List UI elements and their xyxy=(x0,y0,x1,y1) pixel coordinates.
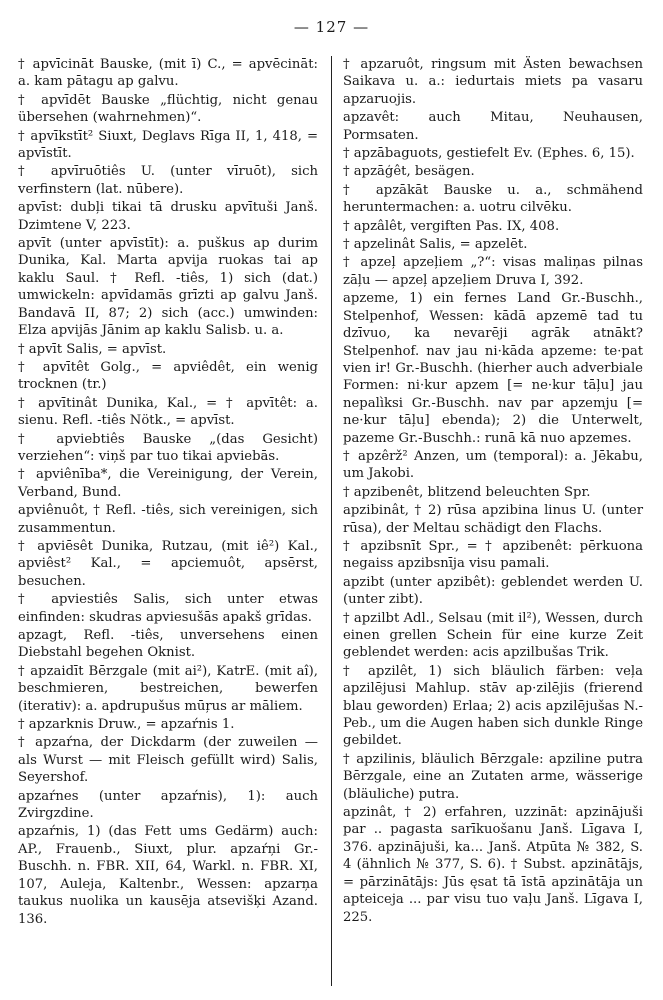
dictionary-entry: apviênuôt, † Refl. -tiês, sich vereinigen, sich zusammentun. xyxy=(18,503,318,536)
left-column xyxy=(18,56,318,929)
right-column xyxy=(343,56,643,927)
dictionary-entry: apzibt (unter apzibêt): geblendet werden U. (unter zibt). xyxy=(343,574,643,608)
dictionary-entry: † apzêrž² Anzen, um (temporal): a. Jēkabu, um Jakobi. xyxy=(343,448,643,482)
dictionary-entry: apzavêt: auch Mitau, Neuhausen, Pormsaten. xyxy=(343,110,643,143)
dictionary-entry: † apvīcināt Bauske, (mit ī) C., = apvēcināt: a. kam pātagu ap galvu. xyxy=(18,57,318,90)
dictionary-entry: † apviebtiês Bauske „(das Gesicht) verziehen“: viņš par tuo tikai apviebās. xyxy=(18,431,318,464)
dictionary-entry: † apzāģêt, besägen. xyxy=(343,164,475,180)
dictionary-entry: † apvīt Salis, = apvīst. xyxy=(18,341,167,357)
dictionary-entry: † apzarknis Druw., = apzaŕnis 1. xyxy=(18,717,235,733)
dictionary-entry: † apvīruōtiês U. (unter vīruōt), sich verfinstern (lat. nūbere). xyxy=(18,164,318,197)
dictionary-entry: † apzibsnīt Spr., = † apzibenêt: pērkuona negaiss apzibsnīja visu pamali. xyxy=(343,538,643,572)
dictionary-entry: apzagt, Refl. -tiês, unversehens einen Diebstahl begehen Oknist. xyxy=(18,628,318,661)
dictionary-entry: † apzâlêt, vergiften Pas. IX, 408. xyxy=(343,218,560,234)
dictionary-entry: † apzaŕna, der Dickdarm (der zuweilen — als Wurst — mit Fleisch gefüllt wird) Salis, Seyershof. xyxy=(18,735,318,786)
dictionary-entry: † apzaruôt, ringsum mit Ästen bewachsen Saikava u. a.: iedurtais miets pa vasaru apzaruojis. xyxy=(343,57,643,107)
dictionary-entry: † apviestiês Salis, sich unter etwas einfinden: skudras apviesušās apakš grīdas. xyxy=(18,592,318,625)
dictionary-entry: † apzelinât Salis, = apzelēt. xyxy=(343,237,528,253)
dictionary-entry: † apvītinât Dunika, Kal., = † apvītêt: a. sienu. Refl. -tiês Nötk., = apvīst. xyxy=(18,395,318,429)
dictionary-entry: † apzābaguots, gestiefelt Ev. (Ephes. 6, 15). xyxy=(343,146,635,162)
dictionary-entry: † apvītêt Golg., = apviêdêt, ein wenig trocknen (tr.) xyxy=(18,359,318,393)
dictionary-entry: † apzibenêt, blitzend beleuchten Spr. xyxy=(343,484,591,500)
dictionary-entry: † apviēsêt Dunika, Rutzau, (mit iê²) Kal., apviêst² Kal., = apciemuôt, apsērst, besuchen. xyxy=(18,538,318,589)
dictionary-entry: † apzeļ apzeļiem „?“: visas maliņas pilnas zāļu — apzeļ apzeļiem Druva I, 392. xyxy=(343,255,643,288)
dictionary-entry: apzibinât, † 2) rūsa apzibina linus U. (unter rūsa), der Meltau schädigt den Flachs. xyxy=(343,503,643,536)
dictionary-entry: apvīst: dubļi tikai tā drusku apvītuši Janš. Dzimtene V, 223. xyxy=(18,200,318,233)
dictionary-entry: † apzilbt Adl., Selsau (mit il²), Wessen, durch einen grellen Schein für eine kurze Zeit geblendet werden: acis apzilbušas Trik. xyxy=(343,610,643,661)
dictionary-entry: † apzilêt, 1) sich bläulich färben: veļa apzilējusi Mahlup. stāv ap·zilējis (frierend blau geworden) Erlaa; 2) acis apzilējušas N.-Peb., um die Augen haben sich dunkle Ringe gebildet. xyxy=(343,663,643,749)
dictionary-entry: † apvīkstīt² Siuxt, Deglavs Rīga II, 1, 418, = apvīstīt. xyxy=(18,128,318,162)
page-number: — 127 — xyxy=(293,18,370,36)
dictionary-entry: apzeme, 1) ein fernes Land Gr.-Buschh., Stelpenhof, Wessen: kādā apzemē tad tu dzīvuo, ka nevarēji agrāk atnākt? Stelpenhof. nav jau ni·kāda apzeme: te·pat vien ir! Gr.-Buschh. (hierher auch adverbiale Formen: ni·kur apzem [= ne·kur tāļu] jau nepalìksi Gr.-Buschh. nav par apzemju [= ne·kur tāļu] ebenda); 2) die Unterwelt, pazeme Gr.-Buschh.: runā kā nuo apzemes. xyxy=(343,291,643,446)
dictionary-entry: † apzilinis, bläulich Bērzgale: apziline putra Bērzgale, eine an Zutaten arme, wässerige (bläuliche) putra. xyxy=(343,751,643,802)
dictionary-entry: apzaŕnis, 1) (das Fett ums Gedärm) auch: AP., Frauenb., Siuxt, plur. apzaŕņi Gr.-Buschh. n. FBR. XII, 64, Warkl. n. FBR. XI, 107, Auleja, Kaltenbr., Wessen: apzarņa taukus nuolika un kausēja atsevišķi Azand. 136. xyxy=(18,824,318,927)
dictionary-entry: apvīt (unter apvīstīt): a. puškus ap durim Dunika, Kal. Marta apvija ruokas tai ap kaklu Saul. † Refl. -tiês, 1) sich (dat.) umwickeln: apvīdamās grīzti ap galvu Janš. Bandavā II, 87; 2) sich (acc.) umwinden: Elza apvijās Jānim ap kaklu Salisb. u. a. xyxy=(18,236,318,339)
dictionary-entry: apzaŕnes (unter apzaŕnis), 1): auch Zvirgzdine. xyxy=(18,788,318,822)
dictionary-entry: † apvīdēt Bauske „flüchtig, nicht genau übersehen (wahrnehmen)“. xyxy=(18,92,318,126)
dictionary-entry: † apzākāt Bauske u. a., schmähend heruntermachen: a. uotru cilvēku. xyxy=(343,182,643,216)
dictionary-entry: apzinât, † 2) erfahren, uzzināt: apzinājuši par .. pagasta sarīkuošanu Janš. Līgava I, 376. apzinājuši, ka... Janš. Atpūta № 382, S. 4 (ähnlich № 377, S. 6). † Subst. apzinātājs, = pārzinātājs: Jūs ęsat tā īstā apzinātāja un apteiceja ... par visu tuo vaļu Janš. Līgava I, 225. xyxy=(343,805,643,925)
column-divider xyxy=(331,56,332,986)
dictionary-entry: † apzaidīt Bērzgale (mit ai²), KatrE. (mit aî), beschmieren, bestreichen, bewerfen (iterativ): a. apdrupušus mūŗus ar māliem. xyxy=(18,663,318,714)
dictionary-entry: † apviênība*, die Vereinigung, der Verein, Verband, Bund. xyxy=(18,467,318,500)
